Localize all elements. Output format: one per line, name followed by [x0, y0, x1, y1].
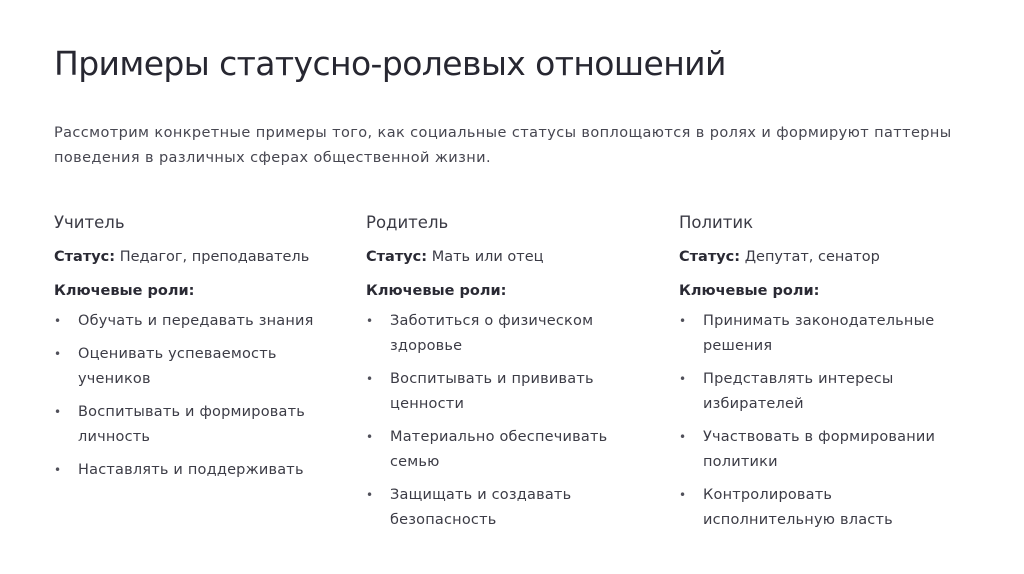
- list-item: [679, 367, 964, 417]
- column-politician: [679, 211, 964, 541]
- status-label: Статус:: [54, 249, 116, 265]
- bullet-icon: •: [679, 314, 687, 328]
- roles-list: [366, 309, 651, 533]
- list-item: [679, 309, 964, 359]
- bullet-icon: •: [679, 430, 687, 444]
- bullet-icon: •: [366, 430, 374, 444]
- status-line: [679, 245, 964, 269]
- column-heading: Родитель: [366, 213, 449, 232]
- list-item-text: Обучать и передавать знания: [78, 313, 314, 329]
- list-item-text: Заботиться о физическом здоровье: [390, 313, 594, 354]
- bullet-icon: •: [366, 372, 374, 386]
- bullet-icon: •: [679, 488, 687, 502]
- list-item: [366, 309, 651, 359]
- intro-paragraph: Рассмотрим конкретные примеры того, как социальные статусы воплощаются в ролях и формируют паттерны поведения в различных сферах общественной жизни.: [54, 125, 952, 166]
- list-item-text: Контролировать исполнительную власть: [703, 487, 893, 528]
- list-item-text: Участвовать в формировании политики: [703, 429, 936, 470]
- list-item: [366, 367, 651, 417]
- roles-list: [54, 309, 339, 483]
- column-heading: Учитель: [54, 213, 125, 232]
- column-heading: Политик: [679, 213, 754, 232]
- list-item-text: Представлять интересы избирателей: [703, 371, 894, 412]
- list-item: [366, 425, 651, 475]
- list-item: [54, 342, 339, 392]
- list-item: [54, 309, 339, 334]
- list-item: [54, 458, 339, 483]
- list-item-text: Материально обеспечивать семью: [390, 429, 608, 470]
- status-label: Статус:: [679, 249, 741, 265]
- list-item-text: Защищать и создавать безопасность: [390, 487, 572, 528]
- column-parent: [366, 211, 651, 541]
- status-line: [366, 245, 651, 269]
- roles-list: [679, 309, 964, 533]
- roles-label: Ключевые роли:: [54, 283, 195, 299]
- list-item: [679, 425, 964, 475]
- slide-title: Примеры статусно-ролевых отношений: [54, 44, 726, 83]
- list-item: [366, 483, 651, 533]
- bullet-icon: •: [54, 405, 62, 419]
- list-item: [679, 483, 964, 533]
- bullet-icon: •: [366, 314, 374, 328]
- list-item-text: Принимать законодательные решения: [703, 313, 935, 354]
- roles-label: Ключевые роли:: [366, 283, 507, 299]
- bullet-icon: •: [54, 463, 62, 477]
- status-value: Депутат, сенатор: [744, 249, 880, 265]
- list-item-text: Воспитывать и прививать ценности: [390, 371, 594, 412]
- column-teacher: [54, 211, 339, 491]
- status-label: Статус:: [366, 249, 428, 265]
- bullet-icon: •: [366, 488, 374, 502]
- list-item-text: Оценивать успеваемость учеников: [78, 346, 277, 387]
- status-value: Педагог, преподаватель: [119, 249, 310, 265]
- list-item-text: Наставлять и поддерживать: [78, 462, 304, 478]
- status-value: Мать или отец: [431, 249, 544, 265]
- bullet-icon: •: [679, 372, 687, 386]
- list-item-text: Воспитывать и формировать личность: [78, 404, 305, 445]
- bullet-icon: •: [54, 314, 62, 328]
- bullet-icon: •: [54, 347, 62, 361]
- list-item: [54, 400, 339, 450]
- status-line: [54, 245, 339, 269]
- roles-label: Ключевые роли:: [679, 283, 820, 299]
